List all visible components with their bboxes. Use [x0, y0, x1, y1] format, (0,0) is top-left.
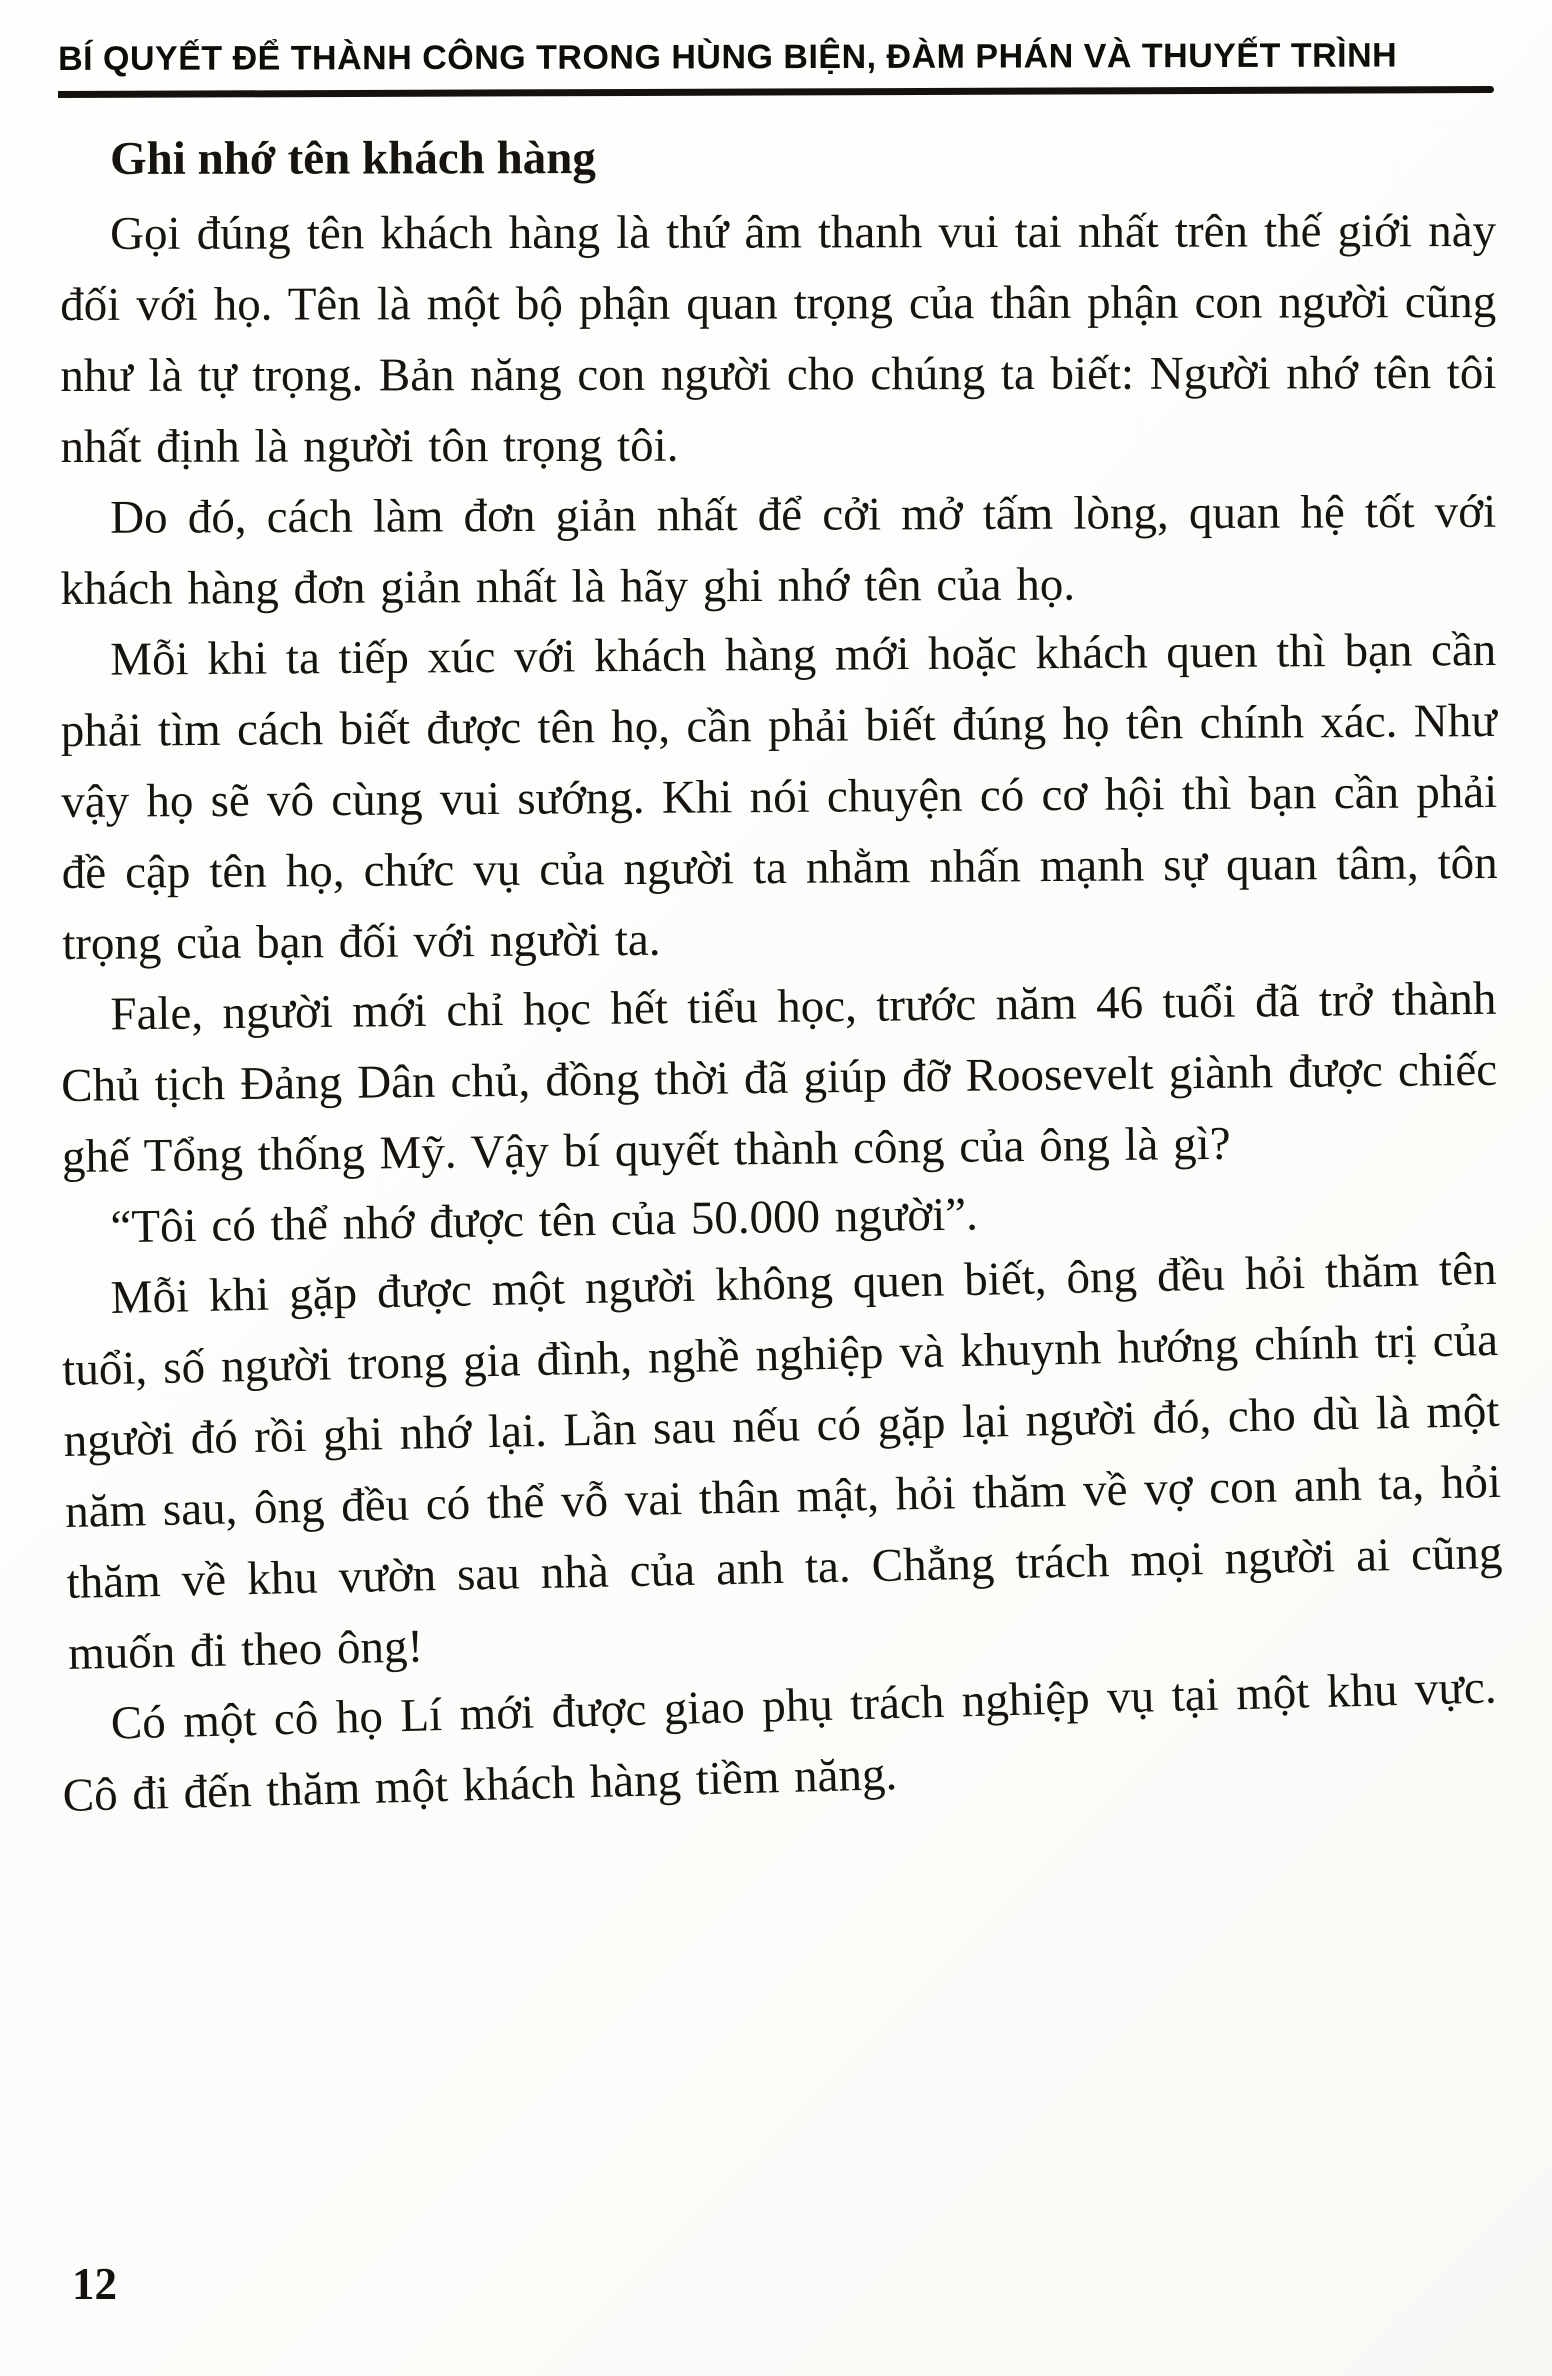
paragraph: Mỗi khi gặp được một người không quen biết, ông đều hỏi thăm tên tuổi, số người trong gia đình, nghề nghiệp và khuynh hướng chính trị của người đó rồi ghi nhớ lại. Lần sau nếu có gặp lại người đó, cho dù là một năm sau, ông đều có thể vỗ vai thân mật, hỏi thăm về vợ con anh ta, hỏi thăm về khu vườn sau nhà của anh ta. Chẳng trách mọi người ai cũng muốn đi theo ông! — [61, 1242, 1503, 1680]
paragraph: Do đó, cách làm đơn giản nhất để cởi mở tấm lòng, quan hệ tốt với khách hàng đơn giản nhất là hãy ghi nhớ tên của họ. — [60, 485, 1497, 615]
page-body — [0, 98, 1552, 1832]
paragraph: Fale, người mới chỉ học hết tiểu học, trước năm 46 tuổi đã trở thành Chủ tịch Đảng Dân chủ, đồng thời đã giúp đỡ Roosevelt giành được chiếc ghế Tổng thống Mỹ. Vậy bí quyết thành công của ông là gì? — [60, 972, 1498, 1183]
paragraph: Gọi đúng tên khách hàng là thứ âm thanh vui tai nhất trên thế giới này đối với họ. Tên là một bộ phận quan trọng của thân phận con người cũng như là tự trọng. Bản năng con người cho chúng ta biết: Người nhớ tên tôi nhất định là người tôn trọng tôi. — [60, 204, 1497, 473]
running-header-title: BÍ QUYẾT ĐỂ THÀNH CÔNG TRONG HÙNG BIỆN, ĐÀM PHÁN VÀ THUYẾT TRÌNH — [58, 36, 1398, 78]
paragraph: Có một cô họ Lí mới được giao phụ trách nghiệp vụ tại một khu vực. Cô đi đến thăm một khách hàng tiềm năng. — [62, 1661, 1498, 1822]
paragraph: Mỗi khi ta tiếp xúc với khách hàng mới hoặc khách quen thì bạn cần phải tìm cách biết được tên họ, cần phải biết đúng họ tên chính xác. Như vậy họ sẽ vô cùng vui sướng. Khi nói chuyện có cơ hội thì bạn cần phải đề cập tên họ, chức vụ của người ta nhằm nhấn mạnh sự quan tâm, tôn trọng của bạn đối với người ta. — [60, 623, 1498, 970]
page-number: 12 — [72, 2259, 117, 2309]
running-header — [0, 0, 1552, 98]
paragraph: “Tôi có thể nhớ được tên của 50.000 người”. — [110, 1188, 979, 1254]
section-heading: Ghi nhớ tên khách hàng — [110, 132, 596, 185]
header-rule — [58, 86, 1494, 98]
